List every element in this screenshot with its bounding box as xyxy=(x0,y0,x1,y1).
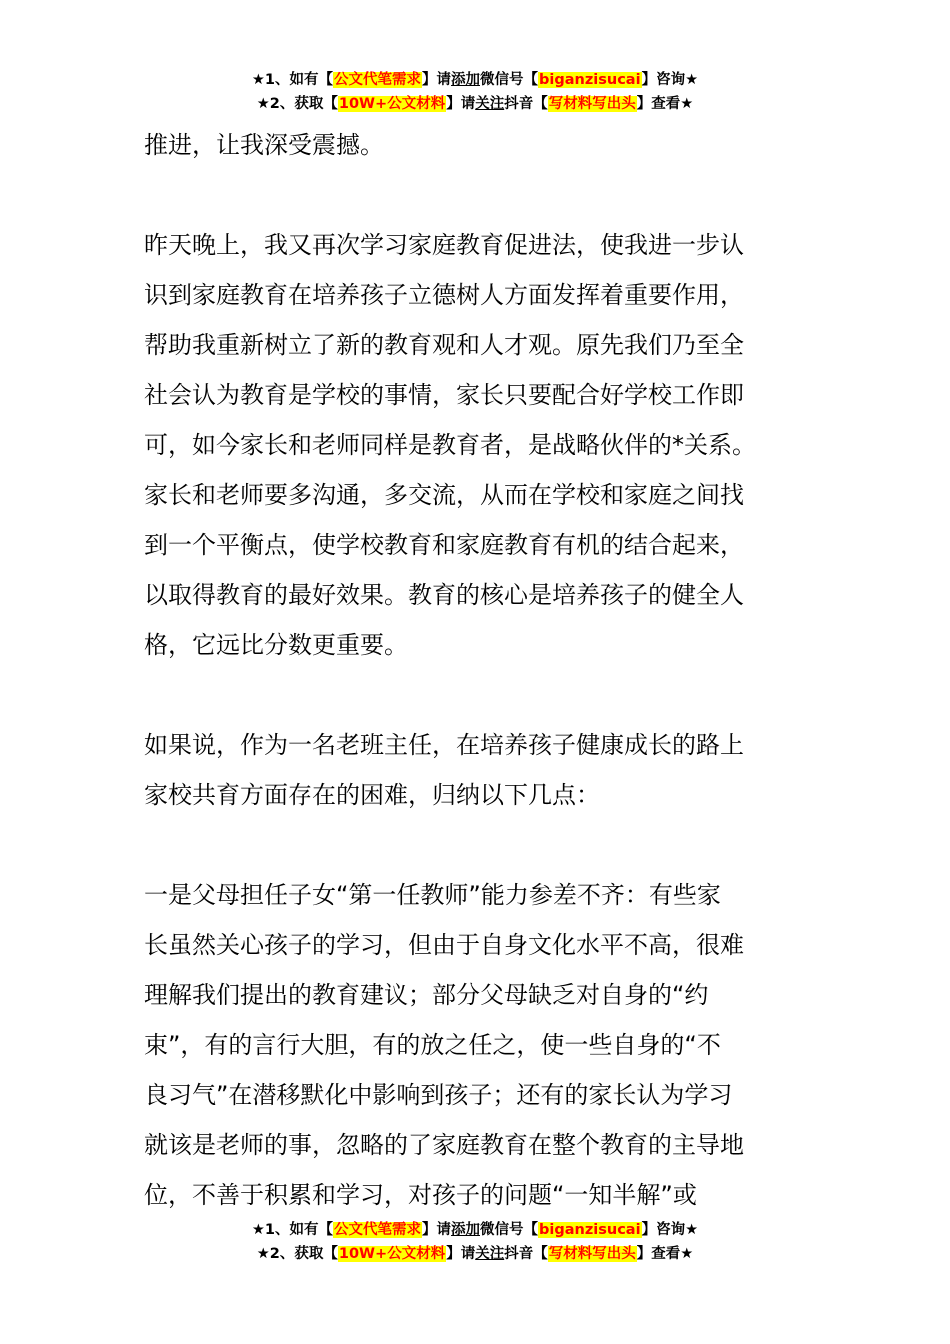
banner-highlight: 10W+公文材料 xyxy=(338,1246,446,1262)
banner-text: 】查看★ xyxy=(636,1246,694,1262)
text-line: 以取得教育的最好效果。教育的核心是培养孩子的健全人 xyxy=(144,581,744,609)
banner-highlight: biganzisucai xyxy=(539,1222,641,1238)
banner-line-1 xyxy=(0,1218,950,1242)
text-line: 就该是老师的事，忽略的了家庭教育在整个教育的主导地 xyxy=(144,1131,744,1159)
banner-text: 】查看★ xyxy=(636,96,694,112)
text-line: 良习气”在潜移默化中影响到孩子；还有的家长认为学习 xyxy=(144,1081,733,1109)
text-line: 理解我们提出的教育建议；部分父母缺乏对自身的“约 xyxy=(144,981,709,1009)
banner-text: 微信号【 xyxy=(480,1222,539,1238)
text-line: 束”，有的言行大胆，有的放之任之，使一些自身的“不 xyxy=(144,1031,721,1059)
banner-highlight: 写材料写出头 xyxy=(548,96,636,112)
banner-text: ★2、获取【 xyxy=(256,96,338,112)
banner-text: 微信号【 xyxy=(480,72,539,88)
text-line: 位，不善于积累和学习，对孩子的问题“一知半解”或 xyxy=(144,1181,697,1209)
blank-line xyxy=(144,170,824,220)
banner-text: 】咨询★ xyxy=(641,1222,699,1238)
banner-emphasis: 添加 xyxy=(451,1222,481,1238)
text-line: 社会认为教育是学校的事情，家长只要配合好学校工作即 xyxy=(144,381,744,409)
text-line: 家校共育方面存在的困难，归纳以下几点： xyxy=(144,781,600,809)
text-line: 家长和老师要多沟通，多交流，从而在学校和家庭之间找 xyxy=(144,481,744,509)
banner-text: 抖音【 xyxy=(504,96,548,112)
banner-text: ★1、如有【 xyxy=(251,72,334,88)
header-banner xyxy=(0,68,950,116)
banner-text: 】请 xyxy=(422,1222,452,1238)
banner-line-1 xyxy=(0,68,950,92)
text-line: 一是父母担任子女“第一任教师”能力参差不齐：有些家 xyxy=(144,881,721,909)
text-line: 识到家庭教育在培养孩子立德树人方面发挥着重要作用， xyxy=(144,281,744,309)
text-line: 长虽然关心孩子的学习，但由于自身文化水平不高，很难 xyxy=(144,931,744,959)
banner-line-2 xyxy=(0,1242,950,1266)
banner-text: 抖音【 xyxy=(504,1246,548,1262)
banner-highlight: biganzisucai xyxy=(539,72,641,88)
document-body xyxy=(144,120,824,1220)
banner-text: ★2、获取【 xyxy=(256,1246,338,1262)
blank-line xyxy=(144,670,824,720)
banner-text: 】请 xyxy=(422,72,452,88)
text-line: 可，如今家长和老师同样是教育者，是战略伙伴的*关系。 xyxy=(144,431,756,459)
banner-text: 】咨询★ xyxy=(641,72,699,88)
text-line: 到一个平衡点，使学校教育和家庭教育有机的结合起来， xyxy=(144,531,744,559)
text-line: 格，它远比分数更重要。 xyxy=(144,631,408,659)
banner-emphasis: 关注 xyxy=(475,96,505,112)
banner-highlight: 公文代笔需求 xyxy=(334,1222,422,1238)
blank-line xyxy=(144,820,824,870)
banner-line-2 xyxy=(0,92,950,116)
banner-text: ★1、如有【 xyxy=(251,1222,334,1238)
banner-highlight: 10W+公文材料 xyxy=(338,96,446,112)
text-line: 帮助我重新树立了新的教育观和人才观。原先我们乃至全 xyxy=(144,331,744,359)
text-line: 如果说，作为一名老班主任，在培养孩子健康成长的路上 xyxy=(144,731,744,759)
banner-highlight: 公文代笔需求 xyxy=(334,72,422,88)
text-line: 推进，让我深受震撼。 xyxy=(144,131,384,159)
banner-text: 】请 xyxy=(446,96,476,112)
banner-emphasis: 添加 xyxy=(451,72,481,88)
banner-emphasis: 关注 xyxy=(475,1246,505,1262)
banner-text: 】请 xyxy=(446,1246,476,1262)
banner-highlight: 写材料写出头 xyxy=(548,1246,636,1262)
text-line: 昨天晚上，我又再次学习家庭教育促进法，使我进一步认 xyxy=(144,231,744,259)
footer-banner xyxy=(0,1218,950,1266)
